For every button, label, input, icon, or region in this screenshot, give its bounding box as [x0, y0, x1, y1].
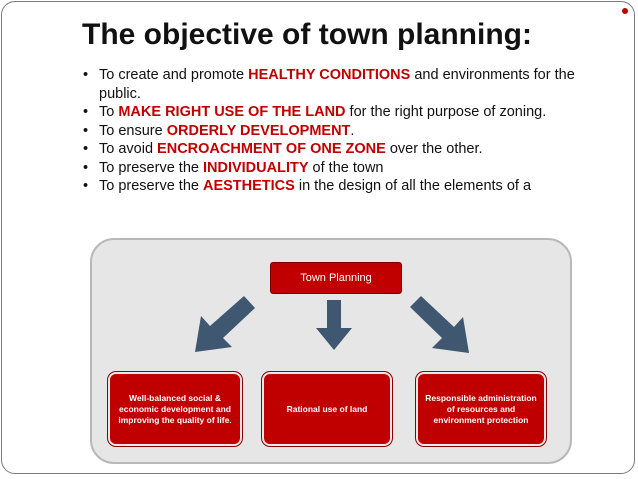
bullet-item [82, 122, 592, 141]
bullet-text: To preserve the [99, 159, 203, 176]
bullet-text: To ensure [99, 122, 167, 139]
bullet-text: To avoid [99, 141, 158, 157]
highlighted-text: INDIVIDUALITY [202, 159, 309, 176]
corner-dot [622, 8, 628, 14]
social-economic-label: Well-balanced social & economic development and improving the quality of life. [118, 392, 232, 425]
bullet-item [82, 177, 592, 196]
bullet-list [82, 66, 592, 236]
social-economic-box [108, 372, 242, 446]
highlighted-text: HEALTHY CONDITIONS [248, 67, 411, 83]
highlighted-text: ORDERLY DEVELOPMENT [166, 122, 351, 139]
highlighted-text: MAKE RIGHT USE OF THE LAND [118, 104, 346, 120]
bullet-item [82, 66, 592, 103]
arrow-left [195, 296, 255, 352]
bullet-text: for the right purpose of zoning. [345, 104, 547, 120]
resources-label: Responsible administration of resources and environment protection [425, 392, 537, 425]
bullet-text: To create and promote [99, 67, 249, 83]
arrow-down [316, 300, 352, 350]
bullet-item [82, 140, 592, 159]
land-use-label: Rational use of land [286, 403, 368, 414]
bullet-text: and environments for the public. [99, 67, 575, 102]
bullet-text: over the other. [385, 141, 483, 157]
slide-title: The objective of town planning: [82, 18, 532, 51]
highlighted-text: AESTHETICS [202, 178, 295, 194]
bullet-text: . [350, 122, 355, 139]
bullet-text: To [99, 104, 119, 120]
resources-box [416, 372, 546, 446]
town-planning-diagram [90, 238, 572, 464]
bullet-text: To preserve the [99, 178, 203, 194]
bullet-item [82, 103, 592, 122]
arrow-right [410, 296, 469, 353]
town-planning-box: Town Planning [270, 262, 402, 294]
bullet-text: of the town [308, 159, 384, 176]
bullet-text: in the design of all the elements of a [294, 178, 532, 194]
highlighted-text: ENCROACHMENT OF ONE ZONE [157, 141, 386, 157]
bullet-item [82, 159, 592, 178]
land-use-box [262, 372, 392, 446]
